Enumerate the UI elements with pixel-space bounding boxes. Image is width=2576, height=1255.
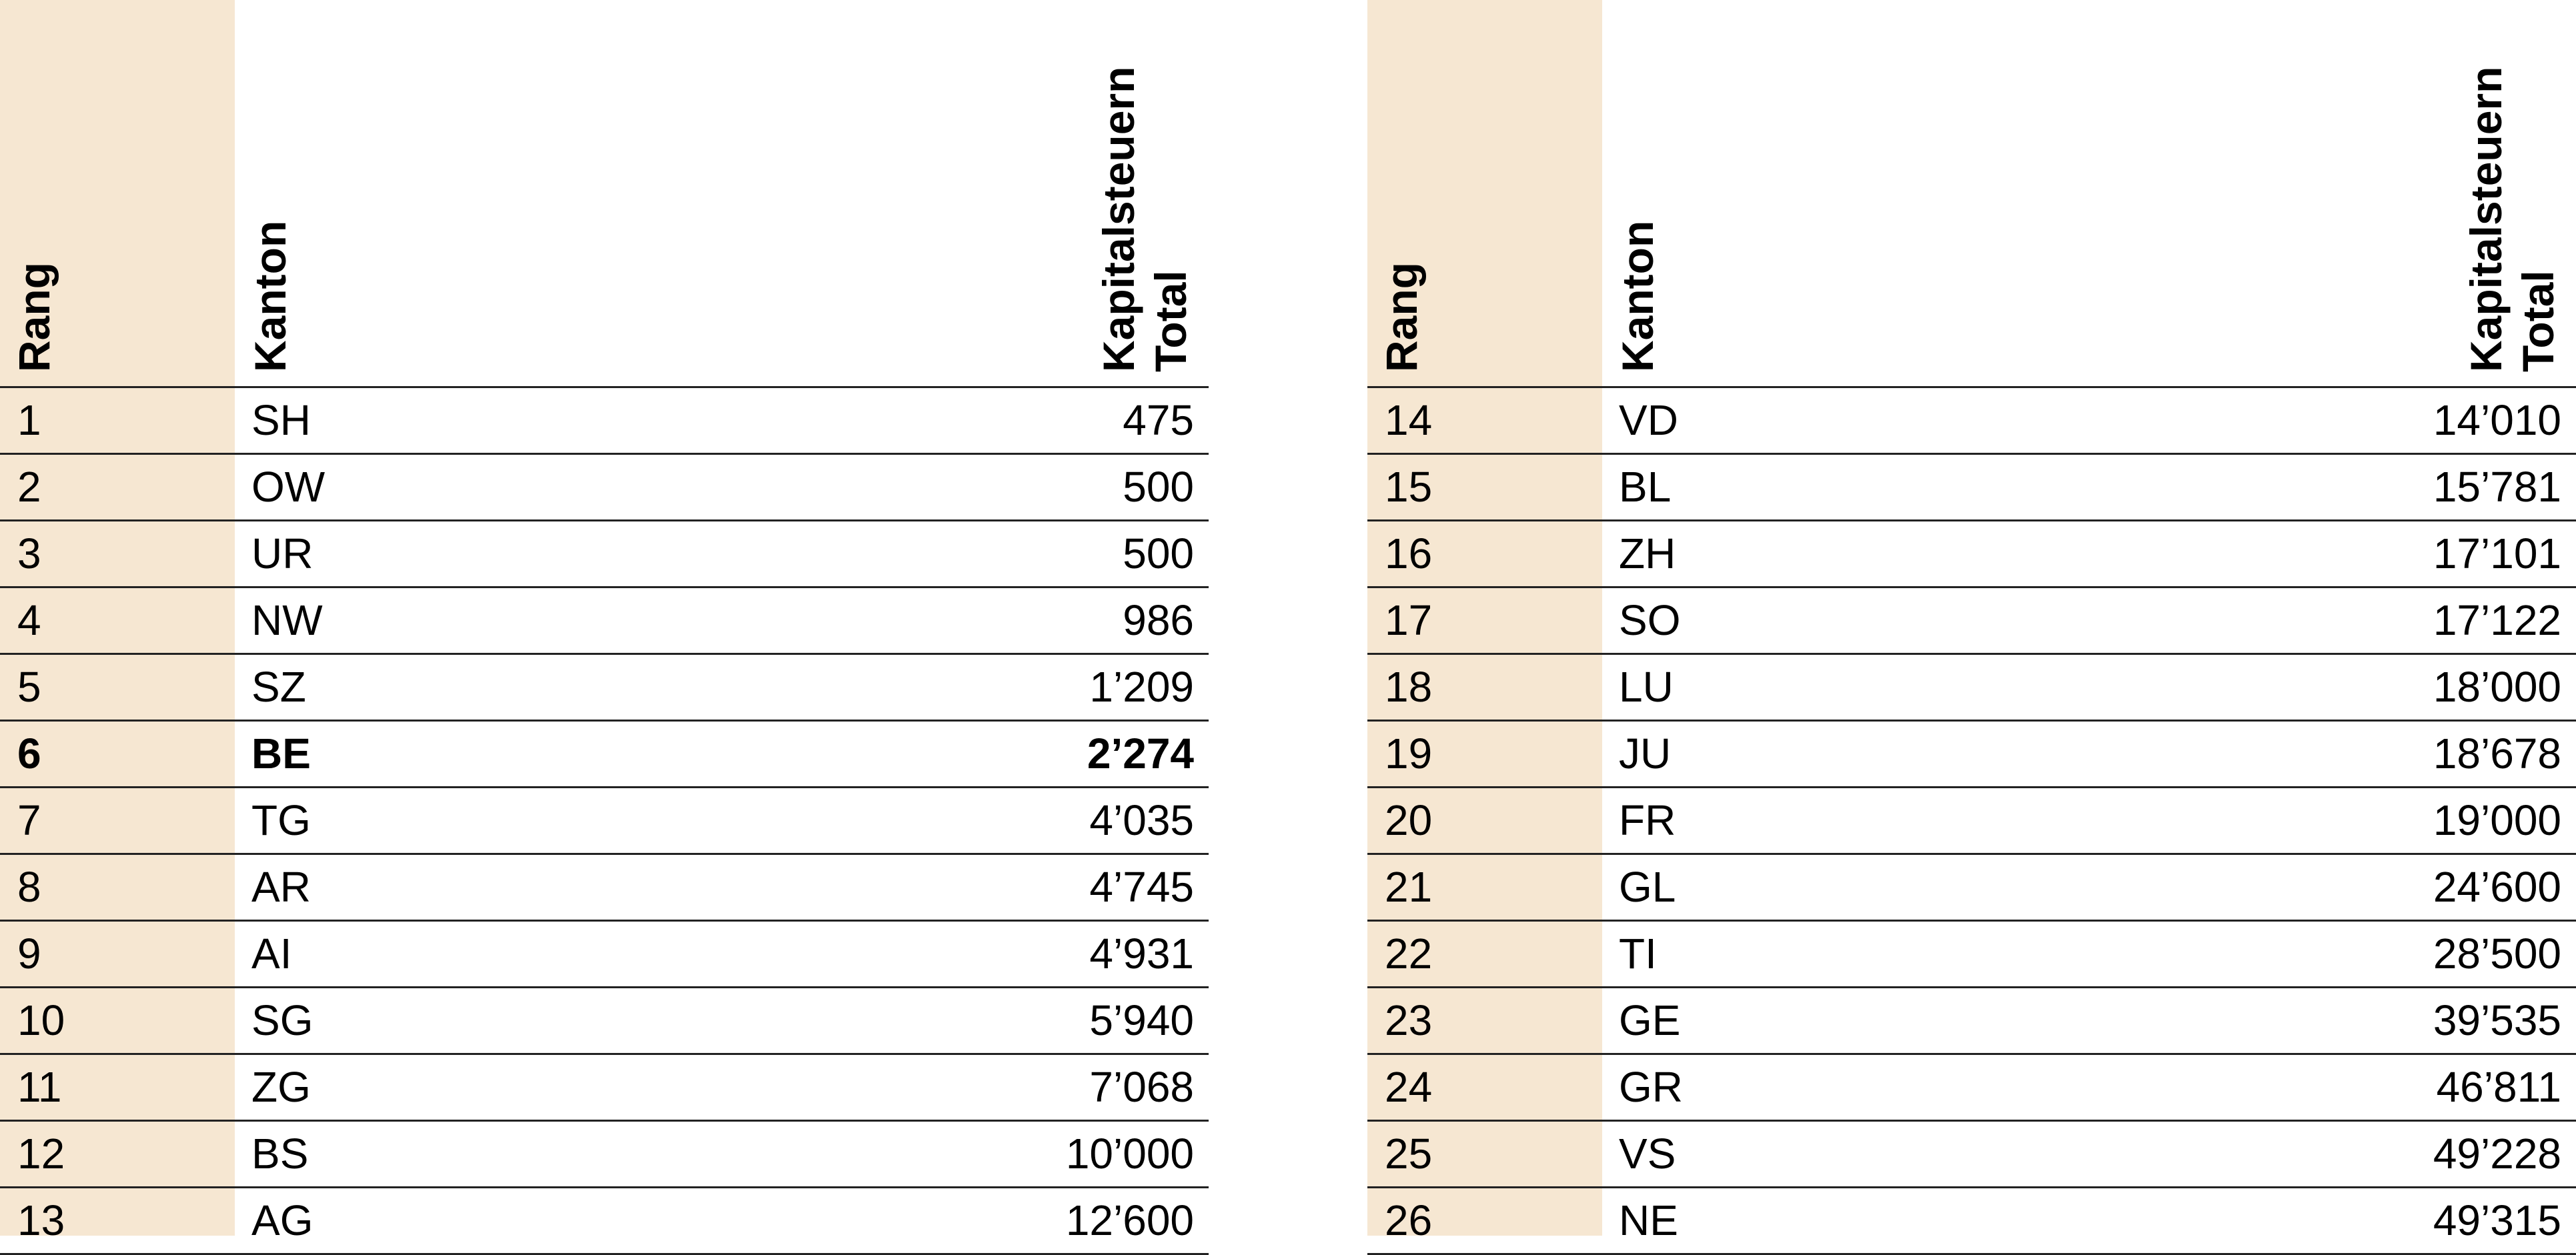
table-row (0, 453, 1209, 519)
kanton-cell: VS (1619, 1130, 1676, 1178)
table-row (0, 853, 1209, 920)
kanton-cell: BE (251, 730, 311, 778)
kanton-cell: SH (251, 396, 311, 444)
table-row (0, 986, 1209, 1053)
table-header (1367, 0, 2576, 387)
table-row (0, 1120, 1209, 1186)
table-row (0, 586, 1209, 653)
table-row (0, 519, 1209, 586)
kanton-cell: AI (251, 930, 292, 978)
header-kapitalsteuern-total (1093, 67, 1197, 372)
table-row (1367, 1120, 2576, 1186)
table-row (1367, 653, 2576, 720)
total-cell: 12’600 (1065, 1196, 1194, 1244)
kanton-cell: GR (1619, 1063, 1683, 1111)
table-row (0, 386, 1209, 453)
total-cell: 15’781 (2433, 463, 2561, 511)
kanton-cell: TI (1619, 930, 1657, 978)
table-row (1367, 920, 2576, 986)
table-row (1367, 1053, 2576, 1120)
table-row (1367, 453, 2576, 519)
total-cell: 986 (1123, 596, 1194, 644)
rang-cell: 17 (1385, 596, 1433, 644)
kanton-cell: UR (251, 529, 313, 577)
total-cell: 14’010 (2433, 396, 2561, 444)
total-cell: 28’500 (2433, 930, 2561, 978)
table-left (0, 0, 1209, 1244)
table-row (1367, 386, 2576, 453)
table-row (1367, 586, 2576, 653)
rang-cell: 1 (17, 396, 41, 444)
header-kapitalsteuern-total (2460, 67, 2564, 372)
kanton-cell: FR (1619, 796, 1676, 844)
table-row (0, 786, 1209, 853)
table-row (0, 1186, 1209, 1255)
table-row (1367, 519, 2576, 586)
rang-cell: 25 (1385, 1130, 1433, 1178)
kanton-cell: NW (251, 596, 323, 644)
rang-cell: 13 (17, 1196, 65, 1244)
rang-cell: 10 (17, 996, 65, 1044)
kanton-cell: BL (1619, 463, 1672, 511)
kanton-cell: JU (1619, 730, 1672, 778)
total-cell: 17’122 (2433, 596, 2561, 644)
total-cell: 1’209 (1089, 663, 1194, 711)
rang-cell: 8 (17, 863, 41, 911)
rang-cell: 24 (1385, 1063, 1433, 1111)
kanton-cell: TG (251, 796, 311, 844)
total-cell: 18’678 (2433, 730, 2561, 778)
kanton-cell: SZ (251, 663, 306, 711)
kanton-cell: GL (1619, 863, 1676, 911)
table-row (1367, 720, 2576, 786)
rang-cell: 11 (17, 1063, 62, 1111)
rang-cell: 18 (1385, 663, 1433, 711)
table-row (0, 653, 1209, 720)
total-cell: 4’035 (1089, 796, 1194, 844)
rang-cell: 14 (1385, 396, 1433, 444)
kanton-cell: ZG (251, 1063, 311, 1111)
table-body (0, 386, 1209, 1255)
rang-cell: 26 (1385, 1196, 1433, 1244)
rang-cell: 12 (17, 1130, 65, 1178)
rang-cell: 9 (17, 930, 41, 978)
rang-cell: 23 (1385, 996, 1433, 1044)
total-cell: 7’068 (1089, 1063, 1194, 1111)
kanton-cell: ZH (1619, 529, 1676, 577)
table-row (1367, 1186, 2576, 1255)
total-cell: 49’315 (2433, 1196, 2561, 1244)
table-body (1367, 386, 2576, 1255)
total-cell: 17’101 (2433, 529, 2561, 577)
rang-cell: 20 (1385, 796, 1433, 844)
kanton-cell: OW (251, 463, 326, 511)
total-cell: 2’274 (1087, 730, 1194, 778)
table-header (0, 0, 1209, 387)
kanton-cell: VD (1619, 396, 1678, 444)
total-cell: 475 (1123, 396, 1194, 444)
rang-cell: 5 (17, 663, 41, 711)
total-cell: 24’600 (2433, 863, 2561, 911)
rang-cell: 6 (17, 730, 41, 778)
kanton-cell: GE (1619, 996, 1681, 1044)
table-row (0, 920, 1209, 986)
table-row (0, 720, 1209, 786)
rang-cell: 21 (1385, 863, 1433, 911)
total-cell: 5’940 (1089, 996, 1194, 1044)
rang-cell: 4 (17, 596, 41, 644)
kanton-cell: AG (251, 1196, 313, 1244)
header-kapitalsteuern: Kapitalsteuern (1094, 66, 1143, 372)
rang-cell: 22 (1385, 930, 1433, 978)
total-cell: 500 (1123, 529, 1194, 577)
header-rang: Rang (1377, 262, 1426, 372)
kanton-cell: SO (1619, 596, 1681, 644)
kanton-cell: NE (1619, 1196, 1678, 1244)
rang-cell: 16 (1385, 529, 1433, 577)
header-total: Total (1146, 270, 1195, 372)
total-cell: 49’228 (2433, 1130, 2561, 1178)
total-cell: 500 (1123, 463, 1194, 511)
total-cell: 19’000 (2433, 796, 2561, 844)
total-cell: 10’000 (1065, 1130, 1194, 1178)
kanton-cell: LU (1619, 663, 1674, 711)
total-cell: 4’745 (1089, 863, 1194, 911)
rang-cell: 7 (17, 796, 41, 844)
header-rang: Rang (9, 262, 59, 372)
table-right (1367, 0, 2576, 1244)
kanton-cell: BS (251, 1130, 309, 1178)
rang-cell: 19 (1385, 730, 1433, 778)
rang-cell: 2 (17, 463, 41, 511)
rang-cell: 3 (17, 529, 41, 577)
total-cell: 39’535 (2433, 996, 2561, 1044)
header-kanton: Kanton (1613, 220, 1662, 372)
table-row (0, 1053, 1209, 1120)
header-kanton: Kanton (245, 220, 295, 372)
header-kapitalsteuern: Kapitalsteuern (2461, 66, 2511, 372)
kanton-cell: SG (251, 996, 313, 1044)
total-cell: 46’811 (2436, 1063, 2561, 1111)
table-row (1367, 786, 2576, 853)
table-row (1367, 986, 2576, 1053)
total-cell: 4’931 (1089, 930, 1194, 978)
total-cell: 18’000 (2433, 663, 2561, 711)
table-row (1367, 853, 2576, 920)
rang-cell: 15 (1385, 463, 1433, 511)
kanton-cell: AR (251, 863, 311, 911)
header-total: Total (2513, 270, 2563, 372)
